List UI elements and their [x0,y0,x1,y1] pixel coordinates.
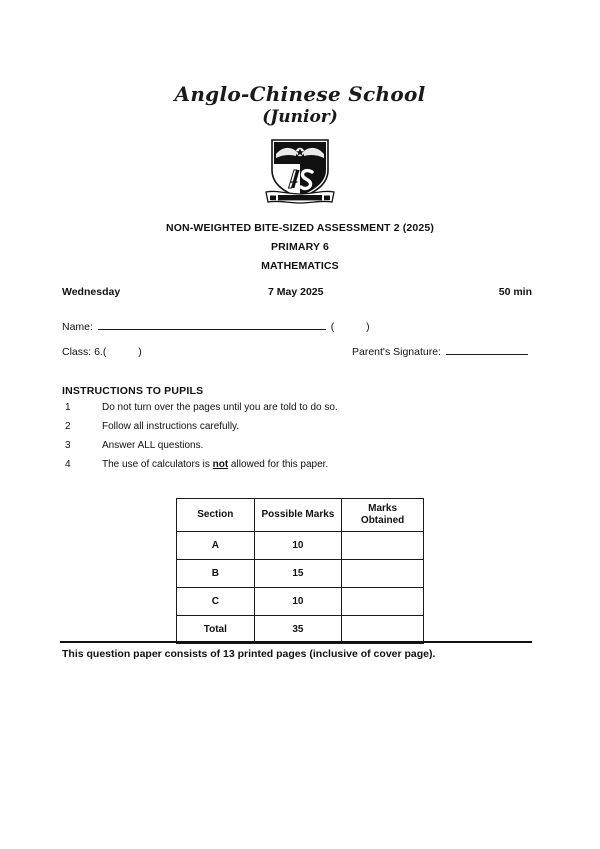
cell-section: C [177,588,255,616]
subject-title: MATHEMATICS [261,260,339,272]
marks-table [176,498,424,644]
exam-title-block [0,219,600,276]
instruction-number: 1 [65,402,71,413]
signature-label: Parent's Signature: [352,346,441,358]
footer-note: This question paper consists of 13 printed pages (inclusive of cover page). [62,648,436,660]
instruction-text: Follow all instructions carefully. [102,421,240,432]
table-row [177,588,424,616]
cell-possible: 15 [254,560,342,588]
instruction-number: 3 [65,440,71,451]
index-open-paren: ( [330,321,335,333]
header-section: Section [177,499,255,532]
footer-divider [60,641,532,643]
cell-possible: 10 [254,532,342,560]
name-label: Name: [62,321,93,333]
instructions-list [62,402,538,478]
cell-possible-total: 35 [254,616,342,644]
instructions-heading: INSTRUCTIONS TO PUPILS [62,385,204,397]
cell-possible: 10 [254,588,342,616]
level-title: PRIMARY 6 [271,241,329,253]
cell-obtained[interactable] [342,560,424,588]
instruction-text: Do not turn over the pages until you are told to do so. [102,402,338,413]
exam-date: 7 May 2025 [268,286,324,298]
instruction-item [62,421,538,440]
signature-field-row [352,346,530,358]
instruction-text-after: allowed for this paper. [228,459,329,470]
school-identity [0,84,600,127]
cell-obtained[interactable] [342,532,424,560]
assessment-title: NON-WEIGHTED BITE-SIZED ASSESSMENT 2 (2025) [165,222,434,234]
instruction-text [102,459,328,470]
cell-section: A [177,532,255,560]
instruction-item [62,402,538,421]
name-input[interactable] [98,329,326,330]
name-field-row [62,321,370,333]
instruction-number: 4 [65,459,71,470]
exam-duration: 50 min [498,286,532,298]
exam-day: Wednesday [62,286,121,298]
table-row [177,560,424,588]
schedule-row [62,286,538,302]
cell-obtained[interactable] [342,588,424,616]
index-close-paren: ) [366,321,370,333]
school-division: (Junior) [262,107,338,127]
header-marks-obtained [342,499,424,532]
header-possible-marks: Possible Marks [254,499,342,532]
class-close-paren: ) [138,346,142,358]
table-header-row [177,499,424,532]
signature-input[interactable] [446,354,528,355]
school-name: Anglo-Chinese School [174,82,426,106]
cell-section-total: Total [177,616,255,644]
cell-section: B [177,560,255,588]
school-crest-shield-icon [258,134,342,206]
header-obtained-line1: Marks [368,503,398,514]
instruction-emphasis: not [212,459,229,470]
table-row-total [177,616,424,644]
class-label: Class: 6.( [62,346,107,358]
instruction-text-before: The use of calculators is [102,459,213,470]
table-row [177,532,424,560]
cell-obtained-total[interactable] [342,616,424,644]
instruction-text: Answer ALL questions. [102,440,204,451]
instruction-item [62,440,538,459]
class-field-row [62,346,142,358]
header-obtained-line2: Obtained [360,515,405,526]
instruction-item [62,459,538,478]
instruction-number: 2 [65,421,71,432]
